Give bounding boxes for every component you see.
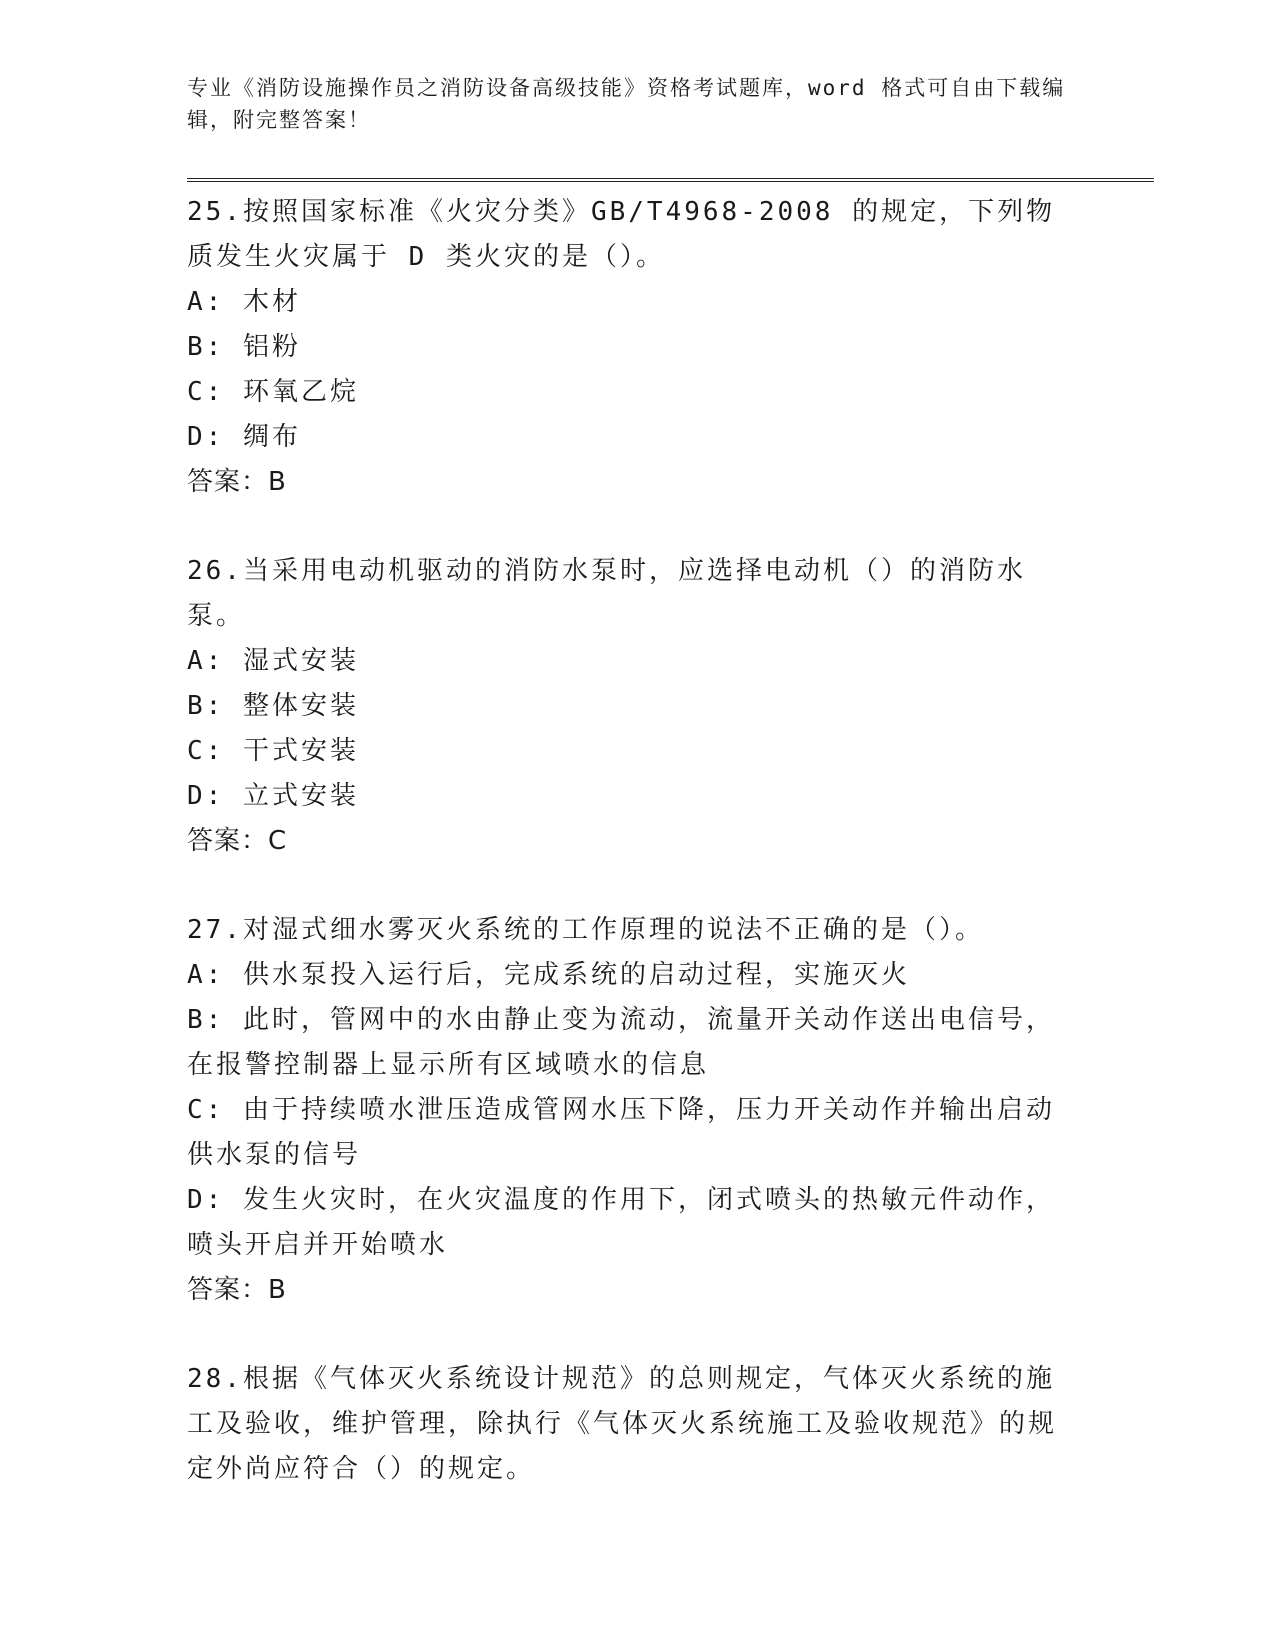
option-d: D: 发生火灾时，在火灾温度的作用下，闭式喷头的热敏元件动作，喷头开启并开始喷水 — [187, 1185, 1055, 1260]
option-c: C: 干式安装 — [187, 736, 359, 766]
answer-label: 答案： — [187, 826, 269, 856]
option-a: A: 湿式安装 — [187, 646, 359, 676]
answer — [187, 460, 1067, 505]
question-27 — [187, 908, 1067, 1313]
answer-value: C — [268, 826, 288, 856]
option-a: A: 供水泵投入运行后，完成系统的启动过程，实施灭火 — [187, 960, 910, 990]
option-d: D: 立式安装 — [187, 781, 359, 811]
option-b: B: 铝粉 — [187, 332, 301, 362]
answer-label: 答案： — [187, 467, 269, 497]
option-c: C: 环氧乙烷 — [187, 377, 359, 407]
question-25 — [187, 190, 1067, 505]
option-c: C: 由于持续喷水泄压造成管网水压下降，压力开关动作并输出启动供水泵的信号 — [187, 1095, 1055, 1170]
option-b: B: 此时，管网中的水由静止变为流动，流量开关动作送出电信号，在报警控制器上显示所有区域喷水的信息 — [187, 1005, 1055, 1080]
document-header: 专业《消防设施操作员之消防设备高级技能》资格考试题库，word 格式可自由下载编辑，附完整答案！ — [187, 76, 1066, 132]
question-stem: 25.按照国家标准《火灾分类》GB/T4968-2008 的规定，下列物质发生火灾属于 D 类火灾的是（）。 — [187, 197, 1056, 272]
answer — [187, 819, 1067, 864]
question-stem: 27.对湿式细水雾灭火系统的工作原理的说法不正确的是（）。 — [187, 915, 984, 945]
option-b: B: 整体安装 — [187, 691, 359, 721]
option-d: D: 绸布 — [187, 422, 301, 452]
question-28 — [187, 1357, 1067, 1492]
option-a: A: 木材 — [187, 287, 301, 317]
header-divider — [187, 178, 1154, 182]
question-26 — [187, 549, 1067, 864]
question-stem: 28.根据《气体灭火系统设计规范》的总则规定，气体灭火系统的施工及验收，维护管理，除执行《气体灭火系统施工及验收规范》的规定外尚应符合（）的规定。 — [187, 1364, 1058, 1484]
answer-value: B — [268, 1275, 287, 1305]
answer — [187, 1268, 1067, 1313]
question-list — [187, 190, 1067, 1536]
question-stem: 26.当采用电动机驱动的消防水泵时，应选择电动机（）的消防水泵。 — [187, 556, 1026, 631]
answer-label: 答案： — [187, 1275, 269, 1305]
answer-value: B — [268, 467, 287, 497]
